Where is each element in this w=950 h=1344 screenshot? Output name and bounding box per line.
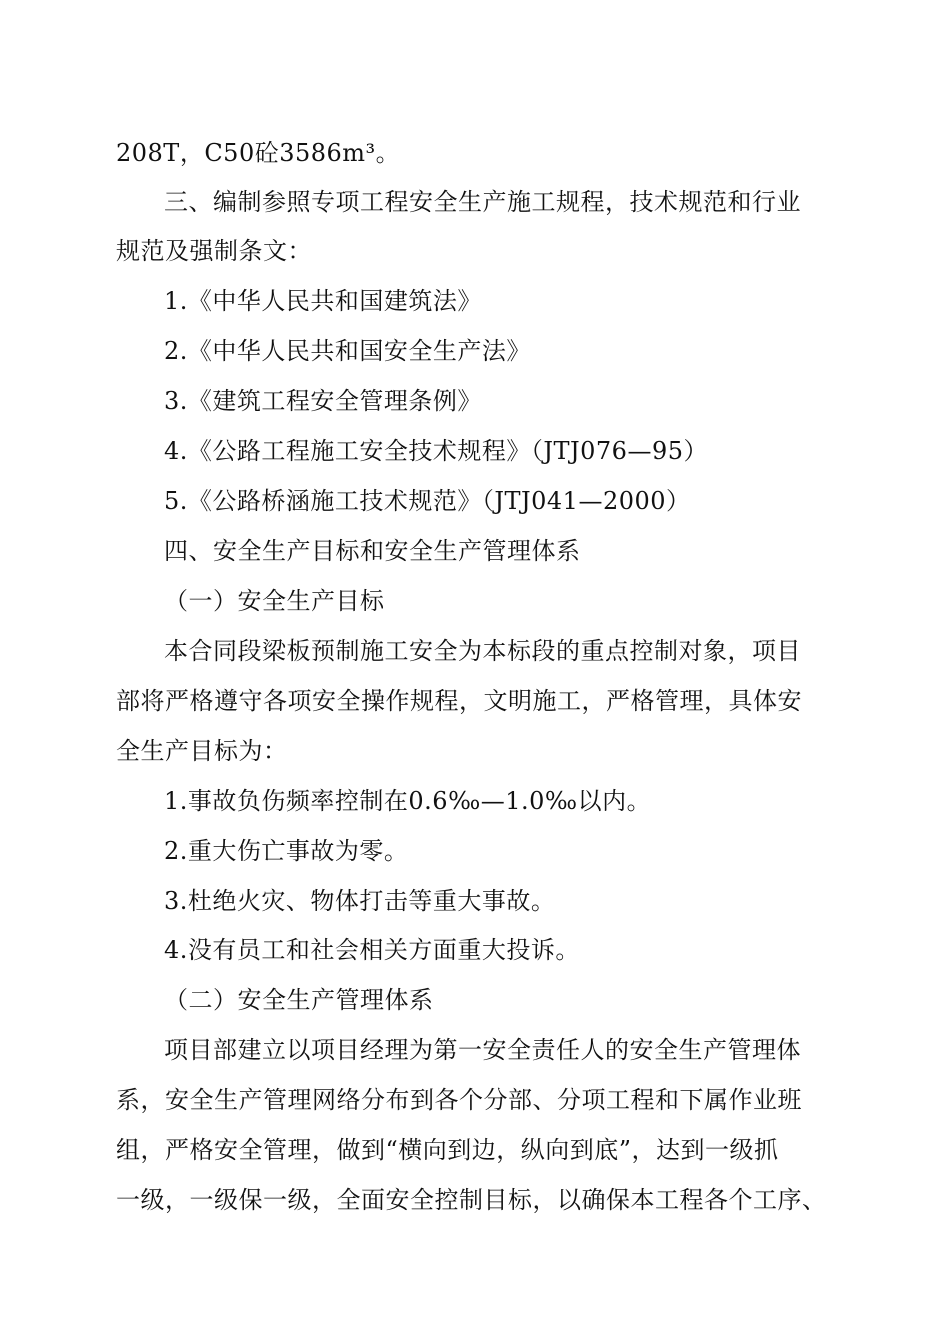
text-line: 规范及强制条文：: [116, 237, 312, 265]
list-item: 1.《中华人民共和国建筑法》: [164, 287, 482, 315]
paragraph-line: 全生产目标为：: [116, 737, 288, 765]
list-item: 5.《公路桥涵施工技术规范》（JTJ041—2000）: [164, 487, 691, 515]
list-item: 2.重大伤亡事故为零。: [164, 837, 409, 865]
paragraph-line: 系，安全生产管理网络分布到各个分部、分项工程和下属作业班: [116, 1086, 802, 1114]
paragraph-line: 一级，一级保一级，全面安全控制目标，以确保本工程各个工序、: [116, 1186, 827, 1214]
list-item: 1.事故负伤频率控制在0.6‰—1.0‰以内。: [164, 787, 652, 815]
list-item: 2.《中华人民共和国安全生产法》: [164, 337, 531, 365]
heading-section-4: 四、安全生产目标和安全生产管理体系: [164, 537, 581, 565]
list-item: 3.杜绝火灾、物体打击等重大事故。: [164, 887, 556, 915]
list-item: 4.《公路工程施工安全技术规程》（JTJ076—95）: [164, 437, 708, 465]
subheading-system: （二）安全生产管理体系: [164, 986, 434, 1014]
list-item: 3.《建筑工程安全管理条例》: [164, 387, 482, 415]
paragraph-line: 组，严格安全管理，做到“横向到边，纵向到底”，达到一级抓: [116, 1136, 779, 1164]
subheading-goals: （一）安全生产目标: [164, 587, 385, 615]
paragraph-line: 本合同段梁板预制施工安全为本标段的重点控制对象，项目: [164, 637, 801, 665]
paragraph-line: 部将严格遵守各项安全操作规程，文明施工，严格管理，具体安: [116, 687, 802, 715]
heading-section-3: 三、编制参照专项工程安全生产施工规程，技术规范和行业: [164, 188, 801, 216]
text-line-quantity: 208T，C50砼3586m³。: [116, 139, 401, 167]
list-item: 4.没有员工和社会相关方面重大投诉。: [164, 936, 580, 964]
paragraph-line: 项目部建立以项目经理为第一安全责任人的安全生产管理体: [164, 1036, 801, 1064]
